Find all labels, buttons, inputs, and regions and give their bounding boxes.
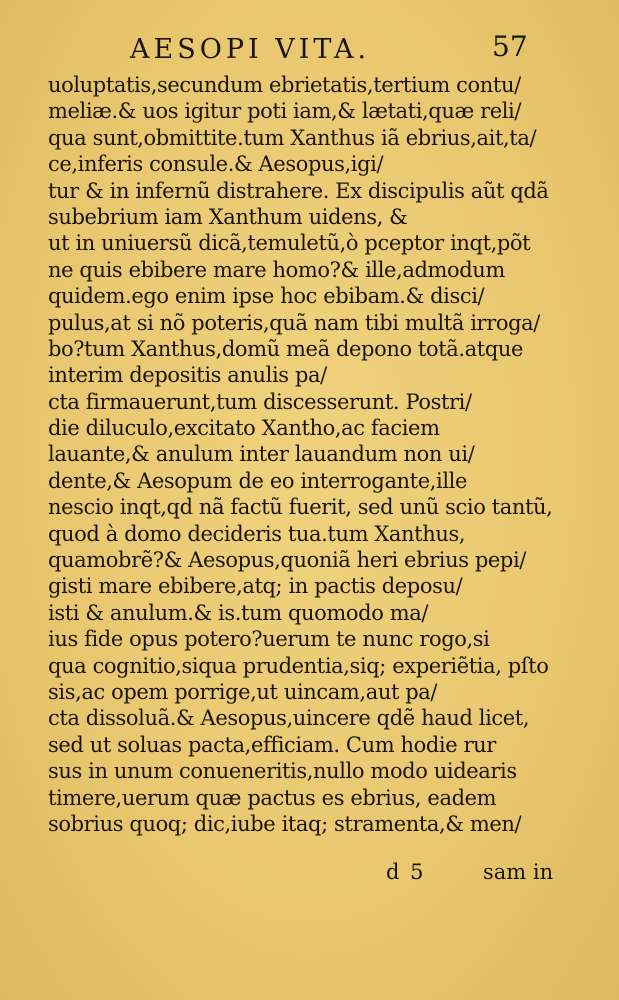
text-line: quod à domo decideris tua.tum Xanthus, xyxy=(48,521,466,546)
text-line: ius fide opus potero?uerum te nunc rogo,si xyxy=(48,627,490,652)
text-line: ce,inferis consule.& Aesopus,igi/ xyxy=(48,152,384,177)
text-line: quidem.ego enim ipse hoc ebibam.& disci/ xyxy=(48,284,485,309)
text-line: sed ut soluas pacta,efficiam. Cum hodie rur xyxy=(48,732,496,757)
text-line: qua cognitio,siqua prudentia,siq; experiẽtia, pſto xyxy=(48,653,549,678)
text-line: dente,& Aesopum de eo interrogante,ille xyxy=(48,468,468,493)
text-line: gisti mare ebibere,atq; in pactis deposu/ xyxy=(48,574,463,599)
text-line: lauante,& anulum inter lauandum non ui/ xyxy=(48,442,475,467)
page-footer xyxy=(48,860,558,890)
text-line: interim depositis anulis pa/ xyxy=(48,363,327,388)
signature-mark: d 5 xyxy=(386,860,426,884)
text-line: sis,ac opem porrige,ut uincam,aut pa/ xyxy=(48,679,438,704)
text-line: subebrium iam Xanthum uidens, & xyxy=(48,204,408,229)
text-line: tur & in infernũ distrahere. Ex discipulis aũt qdã xyxy=(48,178,549,203)
text-line: ut in uniuersũ dicã,temuletũ,ò pceptor inqt,põt xyxy=(48,231,531,256)
text-line: uoluptatis,secundum ebrietatis,tertium contu/ xyxy=(48,73,521,97)
running-title: AESOPI VITA. xyxy=(130,34,371,65)
text-line: sus in unum conueneritis,nullo modo uidearis xyxy=(48,759,517,784)
text-line: timere,uerum quæ pactus es ebrius, eadem xyxy=(48,785,497,810)
text-line: bo?tum Xanthus,domũ meã depono totã.atque xyxy=(48,336,524,361)
text-line: cta dissoluã.& Aesopus,uincere qdẽ haud licet, xyxy=(48,706,530,731)
text-line: pulus,at si nõ poteris,quã nam tibi multã irroga/ xyxy=(48,310,540,335)
text-line: sobrius quoq; dic,iube itaq; stramenta,& men/ xyxy=(48,811,522,836)
text-line: qua sunt,obmittite.tum Xanthus iã ebrius,ait,ta/ xyxy=(48,125,537,150)
text-line: meliæ.& uos igitur poti iam,& lætati,quæ reli/ xyxy=(48,99,522,124)
text-line: ne quis ebibere mare homo?& ille,admodum xyxy=(48,257,505,282)
text-line: isti & anulum.& is.tum quomodo ma/ xyxy=(48,600,429,625)
text-line: die diluculo,excitato Xantho,ac faciem xyxy=(48,416,440,441)
text-line: cta firmauerunt,tum discesserunt. Postri/ xyxy=(48,389,472,414)
text-line: nescio inqt,qd nã factũ fuerit, sed unũ scio tantũ, xyxy=(48,495,553,520)
text-block xyxy=(48,72,558,837)
catchword: sam in xyxy=(483,860,554,884)
text-line: quamobrẽ?& Aesopus,quoniã heri ebrius pepi/ xyxy=(48,548,526,573)
page-number: 57 xyxy=(492,30,528,63)
